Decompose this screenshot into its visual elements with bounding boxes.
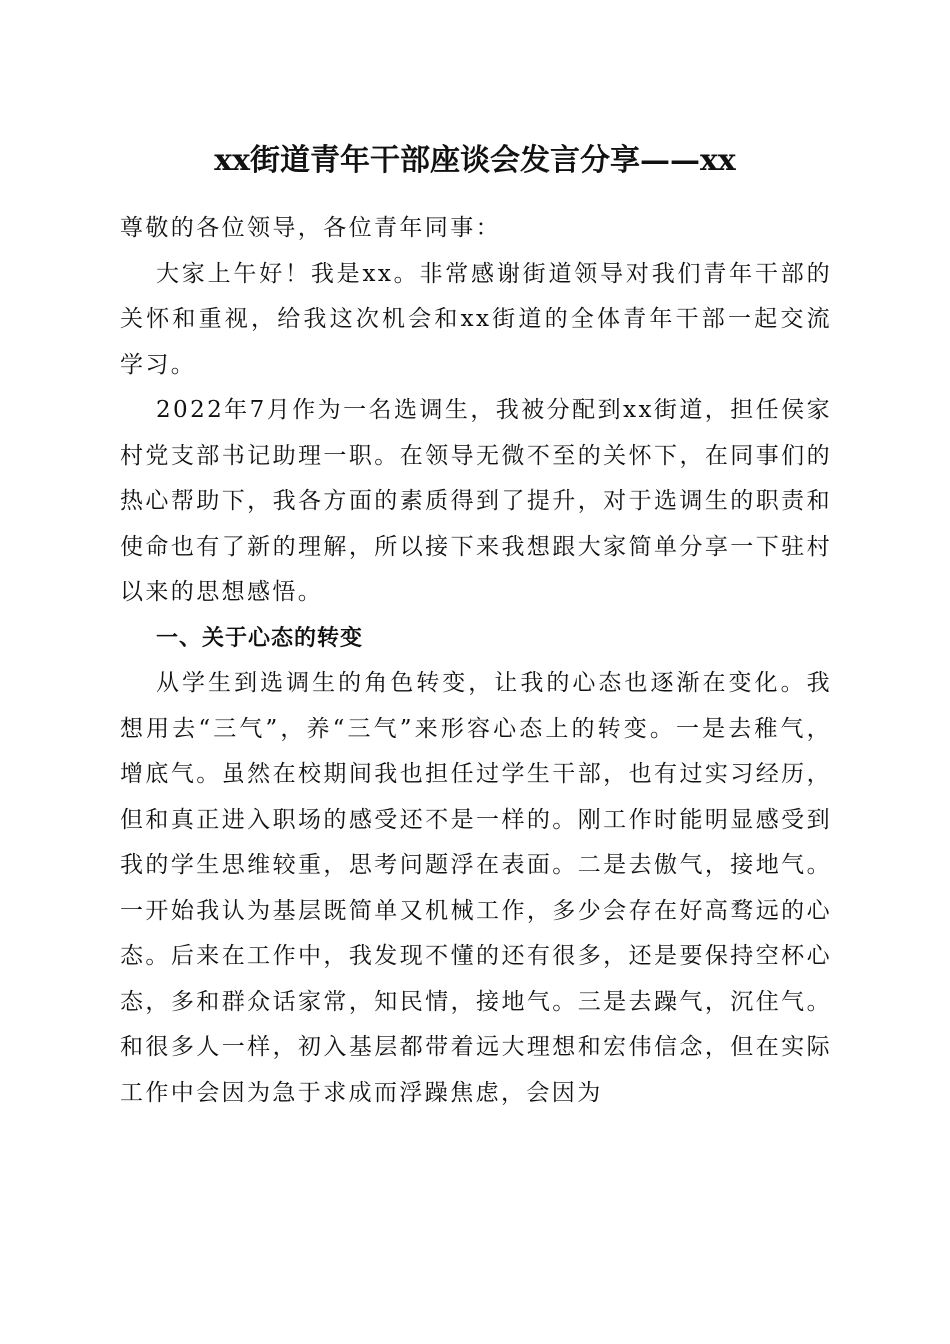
document-body (120, 206, 832, 1116)
paragraph-mindset: 从学生到选调生的角色转变，让我的心态也逐渐在变化。我想用去“三气”，养“三气”来形容心态上的转变。一是去稚气，增底气。虽然在校期间我也担任过学生干部，也有过实习经历，但和真正进入职场的感受还不是一样的。刚工作时能明显感受到我的学生思维较重，思考问题浮在表面。二是去傲气，接地气。一开始我认为基层既简单又机械工作，多少会存在好高骛远的心态。后来在工作中，我发现不懂的还有很多，还是要保持空杯心态，多和群众话家常，知民情，接地气。三是去躁气，沉住气。和很多人一样，初入基层都带着远大理想和宏伟信念，但在实际工作中会因为急于求成而浮躁焦虑，会因为 (120, 670, 832, 1106)
paragraph-introduction: 2022年7月作为一名选调生，我被分配到xx街道，担任侯家村党支部书记助理一职。在领导无微不至的关怀下，在同事们的热心帮助下，我各方面的素质得到了提升，对于选调生的职责和使命也有了新的理解，所以接下来我想跟大家简单分享一下驻村以来的思想感悟。 (120, 397, 832, 605)
section-heading: 一、关于心态的转变 (156, 625, 364, 651)
paragraph-greeting: 大家上午好！我是xx。非常感谢街道领导对我们青年干部的关怀和重视，给我这次机会和xx街道的全体青年干部一起交流学习。 (120, 260, 832, 378)
salutation: 尊敬的各位领导，各位青年同事： (120, 215, 501, 241)
document-title: xx街道青年干部座谈会发言分享——xx (214, 143, 736, 178)
